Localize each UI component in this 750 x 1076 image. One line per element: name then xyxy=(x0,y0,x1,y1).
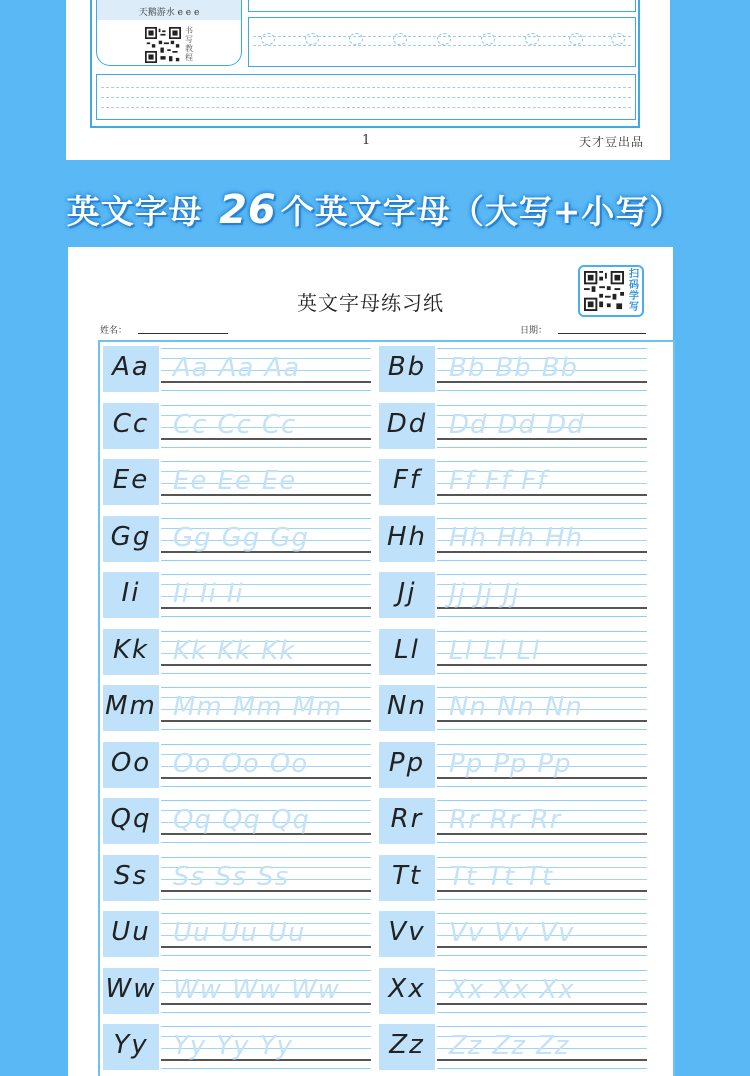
letter-model: Ff xyxy=(392,465,422,495)
trace-letter-pair: Ww xyxy=(290,974,340,1005)
trace-letter-pair: Bb xyxy=(495,353,532,383)
letter-model: Xx xyxy=(388,973,426,1004)
letter-model: Jj xyxy=(397,578,417,608)
letter-model: Vv xyxy=(388,917,426,947)
trace-letter-pair: Ll xyxy=(449,635,473,666)
letter-model: Uu xyxy=(111,917,151,947)
trace-letter-pair: Gg xyxy=(173,522,212,553)
writing-lines[interactable] xyxy=(437,742,647,788)
trace-letter-pair: Rr xyxy=(489,805,521,835)
trace-letter-pair: Jj xyxy=(449,579,466,609)
letter-model: Qq xyxy=(110,804,152,834)
writing-lines[interactable] xyxy=(161,742,371,788)
letter-model-box xyxy=(379,1024,435,1070)
name-label: 姓名： xyxy=(100,326,128,336)
trace-letter-pair: Uu xyxy=(268,918,306,948)
qr-code-icon[interactable] xyxy=(584,271,624,311)
stroke-guide-title: 天鹅游水 e e e xyxy=(138,8,200,18)
qr-code-icon[interactable] xyxy=(145,27,181,63)
trace-letter-pair: Uu xyxy=(173,918,211,948)
tracing-letters xyxy=(173,353,310,383)
trace-letter-pair: Ll xyxy=(516,635,541,666)
letter-model-box xyxy=(103,516,159,562)
trace-letter-pair: Bb xyxy=(541,353,579,383)
trace-letter-pair: Ll xyxy=(482,635,507,666)
trace-letter-pair: Ff xyxy=(449,466,476,496)
tracing-letters xyxy=(449,353,588,383)
trace-letter-pair: Xx xyxy=(539,974,575,1005)
trace-letter-pair: Ii xyxy=(173,579,190,609)
trace-letter-pair: Bb xyxy=(449,353,486,383)
letter-model-box xyxy=(379,855,435,901)
letter-practice-cell xyxy=(103,911,373,957)
letter-model-box xyxy=(103,629,159,675)
trace-letter-pair: Cc xyxy=(217,409,252,440)
date-label: 日期： xyxy=(520,326,548,336)
writing-lines[interactable] xyxy=(161,346,371,392)
tracing-letters xyxy=(449,636,550,666)
tracing-letters xyxy=(449,975,585,1005)
letter-model: Rr xyxy=(390,804,424,834)
tracing-letters xyxy=(449,749,582,779)
trace-letter-pair: Nn xyxy=(449,692,487,722)
trace-letter-pair: Tt xyxy=(487,861,516,892)
writing-lines[interactable] xyxy=(437,968,647,1014)
tracing-letters xyxy=(449,692,593,722)
letter-practice-cell xyxy=(103,346,373,392)
trace-letter-pair: Zz xyxy=(449,1031,483,1061)
trace-letter-pair: Dd xyxy=(546,409,585,440)
letter-model-box xyxy=(103,798,159,844)
trace-letter-pair: Cc xyxy=(261,409,297,440)
letter-practice-cell xyxy=(379,516,649,562)
writing-lines[interactable] xyxy=(437,798,647,844)
trace-letter-pair: Yy xyxy=(173,1031,207,1061)
letter-practice-cell xyxy=(103,516,373,562)
tracing-letters xyxy=(449,579,530,609)
scan-to-learn-label: 扫码学写 xyxy=(629,269,639,313)
tracing-letters xyxy=(449,805,571,835)
trace-letter-pair: Ii xyxy=(199,579,217,609)
tracing-letters xyxy=(173,862,299,892)
letter-model-box xyxy=(379,629,435,675)
letter-practice-cell xyxy=(103,968,373,1014)
tracing-letters xyxy=(449,918,585,948)
trace-letter-pair: Ss xyxy=(257,861,290,892)
trace-letter-pair: Ss xyxy=(173,861,206,892)
trace-letter-pair: Yy xyxy=(259,1031,293,1061)
trace-letter-pair: Nn xyxy=(496,692,535,722)
letter-model-box xyxy=(103,403,159,449)
trace-letter-pair: Ss xyxy=(215,861,248,892)
letter-model: Kk xyxy=(112,634,150,665)
trace-letter-pair: Hh xyxy=(449,522,488,553)
tracing-letters xyxy=(449,1031,579,1061)
tracing-letters xyxy=(449,862,563,892)
writing-lines[interactable] xyxy=(437,346,647,392)
tracing-letters xyxy=(449,466,557,496)
trace-letter-pair: Mm xyxy=(232,692,283,722)
letter-model: Mm xyxy=(105,691,157,721)
writing-lines[interactable] xyxy=(437,629,647,675)
writing-box xyxy=(96,74,636,120)
letter-practice-cell xyxy=(103,1024,373,1070)
trace-letter-pair: Cc xyxy=(173,409,208,440)
trace-letter-pair: Qq xyxy=(173,805,212,835)
trace-letter-pair: Tt xyxy=(449,861,478,892)
trace-letter-pair: Rr xyxy=(449,805,480,835)
letter-model-box xyxy=(379,572,435,618)
letter-model-box xyxy=(103,572,159,618)
page-number: 1 xyxy=(362,133,371,148)
writing-lines[interactable] xyxy=(161,403,371,449)
letter-model: Oo xyxy=(110,747,152,778)
letter-practice-cell xyxy=(103,855,373,901)
letter-model: Gg xyxy=(110,521,152,552)
trace-letter-pair: Dd xyxy=(449,409,488,440)
writing-lines[interactable] xyxy=(437,1024,647,1070)
tracing-letters xyxy=(173,410,306,440)
writing-lines[interactable] xyxy=(161,572,371,618)
letter-model-box xyxy=(379,742,435,788)
trace-letter-pair: Aa xyxy=(264,353,301,383)
letter-model: Bb xyxy=(387,352,427,382)
writing-box xyxy=(248,0,636,12)
writing-lines[interactable] xyxy=(161,968,371,1014)
letter-model-box xyxy=(103,855,159,901)
letter-model-box xyxy=(103,346,159,392)
trace-letter-pair: Hh xyxy=(497,522,536,553)
stroke-guide-panel xyxy=(96,0,242,66)
letter-model: Nn xyxy=(387,691,427,721)
letter-model: Ll xyxy=(394,634,420,665)
trace-letter-pair: Mm xyxy=(292,692,343,722)
writing-lines[interactable] xyxy=(161,516,371,562)
tracing-letters xyxy=(173,692,352,722)
trace-letter-pair: Mm xyxy=(173,692,223,722)
tracing-letters xyxy=(449,410,595,440)
trace-letter-pair: Jj xyxy=(475,579,493,609)
tracing-letters xyxy=(173,1031,303,1061)
letter-model: Pp xyxy=(388,747,426,778)
letter-model-box xyxy=(103,911,159,957)
writing-lines[interactable] xyxy=(161,459,371,505)
trace-letter-pair: Zz xyxy=(492,1031,526,1061)
letter-model: Dd xyxy=(386,408,428,439)
trace-letter-pair: Pp xyxy=(537,748,572,779)
trace-letter-pair: Aa xyxy=(173,353,209,383)
letter-practice-cell xyxy=(379,459,649,505)
writing-lines[interactable] xyxy=(161,1024,371,1070)
writing-box xyxy=(248,17,636,67)
trace-letter-pair: Ff xyxy=(521,466,548,496)
letter-practice-cell xyxy=(103,685,373,731)
letter-practice-cell xyxy=(103,403,373,449)
letter-practice-cell xyxy=(103,572,373,618)
tracing-letters xyxy=(173,636,305,666)
letter-model: Ww xyxy=(105,973,157,1004)
previous-page-frame xyxy=(90,0,640,128)
tracing-letters xyxy=(173,466,306,496)
trace-letter-pair: Vv xyxy=(449,918,485,948)
trace-letter-pair: Vv xyxy=(539,918,575,948)
letter-model-box xyxy=(103,1024,159,1070)
letter-practice-cell xyxy=(103,459,373,505)
date-field[interactable] xyxy=(558,333,646,334)
letter-model: Yy xyxy=(113,1030,149,1060)
letter-model-box xyxy=(379,516,435,562)
letter-model-box xyxy=(103,459,159,505)
writing-lines[interactable] xyxy=(437,572,647,618)
trace-letter-pair: Yy xyxy=(216,1031,250,1061)
letter-practice-cell xyxy=(379,855,649,901)
letter-practice-cell xyxy=(379,403,649,449)
letter-practice-cell xyxy=(379,572,649,618)
writing-lines[interactable] xyxy=(161,911,371,957)
letter-practice-cell xyxy=(379,968,649,1014)
letter-practice-cell xyxy=(103,742,373,788)
letter-model-box xyxy=(379,968,435,1014)
writing-lines[interactable] xyxy=(437,911,647,957)
writing-lines[interactable] xyxy=(437,516,647,562)
trace-letter-pair: Xx xyxy=(494,974,530,1005)
trace-letter-pair: Pp xyxy=(449,748,484,779)
trace-letter-pair: Nn xyxy=(544,692,583,722)
publisher-credit: 天才豆出品 xyxy=(578,135,644,149)
trace-letter-pair: Ww xyxy=(173,974,222,1005)
letter-model-box xyxy=(103,742,159,788)
letter-model-box xyxy=(103,968,159,1014)
letter-model: Zz xyxy=(389,1030,425,1060)
practice-sheet xyxy=(68,247,673,1076)
trace-letter-pair: Jj xyxy=(502,579,520,609)
letter-model-box xyxy=(103,685,159,731)
writing-lines[interactable] xyxy=(437,685,647,731)
letter-model-box xyxy=(379,459,435,505)
trace-letter-pair: Xx xyxy=(449,974,485,1005)
trace-letter-pair: Vv xyxy=(494,918,530,948)
letter-practice-cell xyxy=(379,742,649,788)
letter-model: Aa xyxy=(112,352,150,382)
trace-letter-pair: Tt xyxy=(525,861,554,892)
writing-lines[interactable] xyxy=(437,403,647,449)
letter-practice-cell xyxy=(379,1024,649,1070)
tracing-letters xyxy=(173,749,318,779)
letter-practice-cell xyxy=(379,911,649,957)
trace-letter-pair: Ff xyxy=(485,466,512,496)
letter-practice-cell xyxy=(103,629,373,675)
trace-letter-pair: Oo xyxy=(221,748,260,779)
letter-practice-grid xyxy=(98,340,675,1076)
letter-model: Hh xyxy=(386,521,428,552)
trace-letter-pair: Ii xyxy=(226,579,244,609)
tracing-letters xyxy=(173,579,254,609)
trace-letter-pair: Qq xyxy=(270,805,310,835)
heading-number: 26 xyxy=(219,187,277,233)
tracing-letters xyxy=(173,918,316,948)
letter-practice-cell xyxy=(379,798,649,844)
trace-letter-pair: Ee xyxy=(173,466,208,496)
trace-letter-pair: Rr xyxy=(530,805,562,835)
writing-lines[interactable] xyxy=(161,855,371,901)
letter-practice-cell xyxy=(379,346,649,392)
trace-letter-pair: Ee xyxy=(261,466,297,496)
trace-letter-pair: Kk xyxy=(261,635,296,666)
tracing-letters xyxy=(173,523,319,553)
trace-letter-pair: Oo xyxy=(173,748,212,779)
heading-part1: 英文字母 xyxy=(66,192,203,231)
letter-model-box xyxy=(379,798,435,844)
tracing-letters xyxy=(173,805,320,835)
letter-model: Cc xyxy=(112,408,150,439)
writing-lines[interactable] xyxy=(161,629,371,675)
qr-caption: 书写教程 xyxy=(185,26,193,62)
trace-letter-pair: Kk xyxy=(173,635,208,666)
trace-letter-pair: Qq xyxy=(221,805,261,835)
sheet-title: 英文字母练习纸 xyxy=(297,291,444,315)
letter-model-box xyxy=(379,685,435,731)
letter-model: Tt xyxy=(391,860,423,891)
trace-letter-pair: Aa xyxy=(218,353,255,383)
writing-lines[interactable] xyxy=(161,798,371,844)
trace-letter-pair: Zz xyxy=(535,1031,570,1061)
writing-lines[interactable] xyxy=(437,855,647,901)
scan-to-learn-badge[interactable] xyxy=(578,265,644,317)
letter-model-box xyxy=(379,911,435,957)
previous-page xyxy=(66,0,670,160)
letter-practice-cell xyxy=(379,685,649,731)
trace-letter-pair: Pp xyxy=(493,748,528,779)
trace-letter-pair: Dd xyxy=(497,409,537,440)
name-field[interactable] xyxy=(138,333,228,334)
writing-lines[interactable] xyxy=(437,459,647,505)
writing-lines[interactable] xyxy=(161,685,371,731)
tracing-letters xyxy=(449,523,593,553)
letter-model-box xyxy=(379,403,435,449)
letter-model: Ee xyxy=(112,465,150,495)
trace-letter-pair: Ww xyxy=(231,974,281,1005)
trace-letter-pair: Gg xyxy=(221,522,261,553)
trace-letter-pair: Gg xyxy=(270,522,309,553)
letter-model-box xyxy=(379,346,435,392)
letter-model: Ii xyxy=(121,578,141,608)
heading-part2: 个英文字母（大写+小写） xyxy=(280,192,684,231)
trace-letter-pair: Uu xyxy=(220,918,259,948)
letter-practice-cell xyxy=(103,798,373,844)
trace-letter-pair: Hh xyxy=(545,522,584,553)
trace-letter-pair: Oo xyxy=(269,748,309,779)
section-heading xyxy=(0,186,750,233)
trace-letter-pair: Ee xyxy=(217,466,252,496)
tracing-letters xyxy=(173,975,350,1005)
letter-model: Ss xyxy=(113,860,149,891)
letter-practice-cell xyxy=(379,629,649,675)
trace-letter-pair: Kk xyxy=(217,635,252,666)
